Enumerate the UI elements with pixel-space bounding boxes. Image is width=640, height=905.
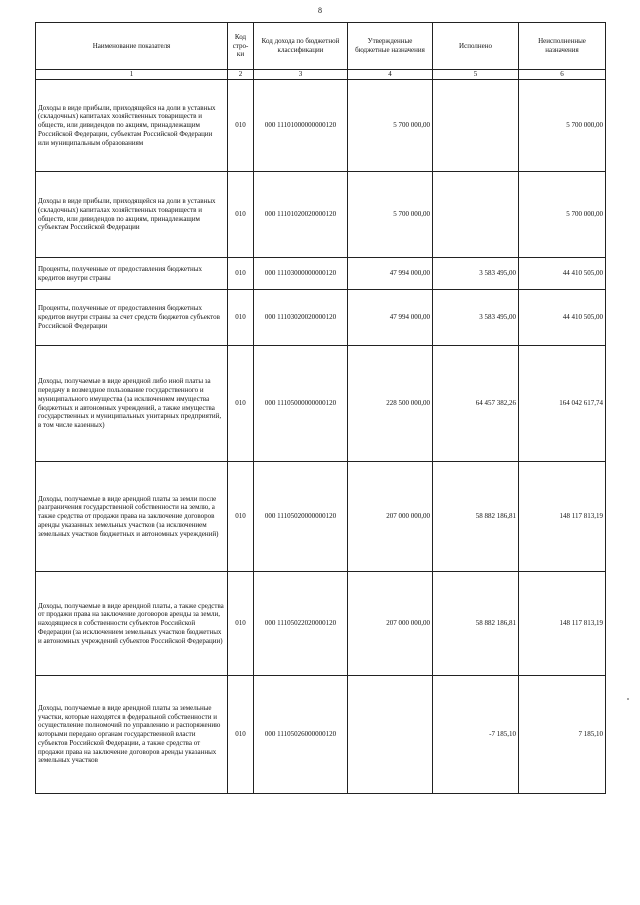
unexecuted-amount: 5 700 000,00 xyxy=(519,172,606,258)
executed-amount xyxy=(433,172,519,258)
table-row xyxy=(36,258,606,290)
executed-amount xyxy=(433,80,519,172)
line-code: 010 xyxy=(228,462,254,572)
indicator-name: Проценты, полученные от предоставления бюджетных кредитов внутри страны xyxy=(36,258,228,290)
approved-amount: 5 700 000,00 xyxy=(348,172,433,258)
line-code: 010 xyxy=(228,676,254,794)
income-code: 000 11101020020000120 xyxy=(254,172,348,258)
unexecuted-amount: 44 410 505,00 xyxy=(519,258,606,290)
income-code: 000 11105020000000120 xyxy=(254,462,348,572)
indicator-name: Доходы, получаемые в виде арендной платы за земельные участки, которые находятся в федеральной собственности и осуществление полномочий по управлению и распоряжению которыми передано органам государственной власти субъектов Российской Федерации, а также средства от продажи права на заключение договоров аренды указанных земельных участков xyxy=(36,676,228,794)
executed-amount: 3 583 495,00 xyxy=(433,258,519,290)
executed-amount: -7 185,10 xyxy=(433,676,519,794)
income-code: 000 11105026000000120 xyxy=(254,676,348,794)
header-line-code: Код стро-ки xyxy=(228,23,254,70)
approved-amount: 207 000 000,00 xyxy=(348,462,433,572)
column-number: 4 xyxy=(348,70,433,80)
table-row xyxy=(36,462,606,572)
unexecuted-amount: 164 042 617,74 xyxy=(519,346,606,462)
unexecuted-amount: 5 700 000,00 xyxy=(519,80,606,172)
unexecuted-amount: 148 117 813,19 xyxy=(519,572,606,676)
approved-amount: 47 994 000,00 xyxy=(348,290,433,346)
indicator-name: Доходы в виде прибыли, приходящейся на доли в уставных (складочных) капиталах хозяйственных товариществ и обществ, или дивидендов по акциям, принадлежащим Российской Федерации, субъектам Российской Федерации или муниципальным образованиям xyxy=(36,80,228,172)
executed-amount: 3 583 495,00 xyxy=(433,290,519,346)
income-code: 000 11103000000000120 xyxy=(254,258,348,290)
income-code: 000 11105000000000120 xyxy=(254,346,348,462)
header-indicator-name: Наименование показателя xyxy=(36,23,228,70)
table-row xyxy=(36,572,606,676)
scan-speck xyxy=(627,698,629,700)
line-code: 010 xyxy=(228,346,254,462)
table-header-row xyxy=(36,23,606,70)
approved-amount: 47 994 000,00 xyxy=(348,258,433,290)
executed-amount: 58 882 186,81 xyxy=(433,572,519,676)
budget-execution-table xyxy=(35,22,606,794)
header-unexecuted: Неисполненные назначения xyxy=(519,23,606,70)
column-number: 5 xyxy=(433,70,519,80)
approved-amount: 228 500 000,00 xyxy=(348,346,433,462)
indicator-name: Доходы, получаемые в виде арендной платы за земли после разграничения государственной собственности на землю, а также средства от продажи права на заключение договоров аренды указанных земельных участков (за исключением земельных участков бюджетных и автономных учреждений) xyxy=(36,462,228,572)
column-number-row xyxy=(36,70,606,80)
page-number: 8 xyxy=(318,6,322,15)
executed-amount: 64 457 382,26 xyxy=(433,346,519,462)
column-number: 2 xyxy=(228,70,254,80)
executed-amount: 58 882 186,81 xyxy=(433,462,519,572)
line-code: 010 xyxy=(228,80,254,172)
unexecuted-amount: 148 117 813,19 xyxy=(519,462,606,572)
indicator-name: Доходы, получаемые в виде арендной либо иной платы за передачу в возмездное пользование государственного и муниципального имущества (за исключением имущества бюджетных и автономных учреждений, а также имущества государственных и муниципальных унитарных предприятий, в том числе казенных) xyxy=(36,346,228,462)
line-code: 010 xyxy=(228,172,254,258)
header-approved: Утвержденные бюджетные назначения xyxy=(348,23,433,70)
line-code: 010 xyxy=(228,290,254,346)
column-number: 6 xyxy=(519,70,606,80)
table-row xyxy=(36,676,606,794)
column-number: 3 xyxy=(254,70,348,80)
column-number: 1 xyxy=(36,70,228,80)
indicator-name: Доходы, получаемые в виде арендной платы, а также средства от продажи права на заключение договоров аренды за земли, находящиеся в собственности субъектов Российской Федерации (за исключением земельных участков бюджетных и автономных учреждений субъектов Российской Федерации) xyxy=(36,572,228,676)
income-code: 000 11101000000000120 xyxy=(254,80,348,172)
approved-amount: 5 700 000,00 xyxy=(348,80,433,172)
table-row xyxy=(36,346,606,462)
approved-amount: 207 000 000,00 xyxy=(348,572,433,676)
unexecuted-amount: 44 410 505,00 xyxy=(519,290,606,346)
income-code: 000 11105022020000120 xyxy=(254,572,348,676)
table-row xyxy=(36,172,606,258)
indicator-name: Доходы в виде прибыли, приходящейся на доли в уставных (складочных) капиталах хозяйственных товариществ и обществ, или дивидендов по акциям, принадлежащим субъектам Российской Федерации xyxy=(36,172,228,258)
table-row xyxy=(36,80,606,172)
unexecuted-amount: 7 185,10 xyxy=(519,676,606,794)
income-code: 000 11103020020000120 xyxy=(254,290,348,346)
indicator-name: Проценты, полученные от предоставления бюджетных кредитов внутри страны за счет средств бюджетов субъектов Российской Федерации xyxy=(36,290,228,346)
line-code: 010 xyxy=(228,258,254,290)
line-code: 010 xyxy=(228,572,254,676)
header-executed: Исполнено xyxy=(433,23,519,70)
approved-amount xyxy=(348,676,433,794)
table-row xyxy=(36,290,606,346)
header-income-code: Код дохода по бюджетной классификации xyxy=(254,23,348,70)
